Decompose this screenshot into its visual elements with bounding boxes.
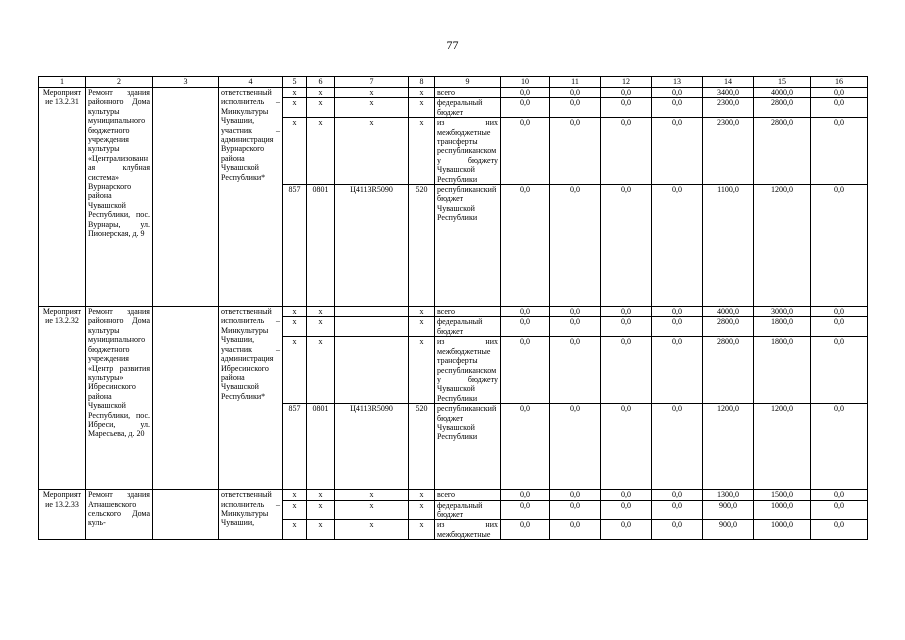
section-cell: x (307, 490, 335, 500)
header-cell: 11 (550, 77, 601, 88)
amount-cell: 0,0 (501, 404, 550, 490)
amount-cell: 0,0 (550, 500, 601, 520)
event-name-cell: Ремонт здания районного Дома культуры муниципального бюджетного учреждения «Центр развития культуры» Ибресинского района Чувашской Республики, пос. Ибреси, ул. Маресьева, д. 20 (86, 307, 153, 490)
header-cell: 3 (153, 77, 219, 88)
amount-cell: 0,0 (811, 500, 868, 520)
funding-source-cell: федеральный бюджет (435, 98, 501, 118)
section-cell: 0801 (307, 404, 335, 490)
header-cell: 6 (307, 77, 335, 88)
grbs-cell: x (283, 307, 307, 317)
amount-cell: 0,0 (501, 88, 550, 98)
expense-type-cell: x (409, 317, 435, 337)
amount-cell: 0,0 (501, 337, 550, 404)
expense-type-cell: x (409, 500, 435, 520)
table-header-row (39, 77, 868, 88)
amount-cell: 0,0 (652, 307, 703, 317)
grbs-cell: x (283, 500, 307, 520)
table-row (39, 490, 868, 500)
header-cell: 7 (335, 77, 409, 88)
grbs-cell: x (283, 337, 307, 404)
amount-cell: 0,0 (652, 118, 703, 185)
amount-cell: 0,0 (652, 490, 703, 500)
funding-source-cell: всего (435, 307, 501, 317)
amount-cell: 0,0 (601, 337, 652, 404)
amount-cell: 1500,0 (754, 490, 811, 500)
section-cell: x (307, 307, 335, 317)
target-article-cell: x (335, 88, 409, 98)
event-name-cell: Ремонт здания районного Дома культуры муниципального бюджетного учреждения культуры «Централизованная клубная система» Вурнарского района Чувашской Республики, пос. Вурнары, ул. Пионерская, д. 9 (86, 88, 153, 307)
amount-cell: 0,0 (601, 185, 652, 307)
amount-cell: 2300,0 (703, 118, 754, 185)
amount-cell: 1300,0 (703, 490, 754, 500)
amount-cell: 2800,0 (754, 98, 811, 118)
target-article-cell: x (335, 118, 409, 185)
expense-type-cell: x (409, 98, 435, 118)
event-number-cell: Мероприятие 13.2.32 (39, 307, 86, 490)
amount-cell: 0,0 (550, 520, 601, 540)
page-number: 77 (446, 38, 459, 52)
amount-cell: 0,0 (811, 520, 868, 540)
amount-cell: 2800,0 (703, 337, 754, 404)
amount-cell: 0,0 (501, 520, 550, 540)
funding-source-cell: из них межбюджетные трансферты республиканскому бюджету Чувашской Республики (435, 337, 501, 404)
section-cell: x (307, 118, 335, 185)
header-cell: 12 (601, 77, 652, 88)
grbs-cell: x (283, 520, 307, 540)
executor-cell: ответственный исполнитель – Минкультуры Чувашии, участник – администрация Вурнарского района Чувашской Республики* (219, 88, 283, 307)
amount-cell: 0,0 (652, 520, 703, 540)
grbs-cell: x (283, 98, 307, 118)
amount-cell: 0,0 (652, 337, 703, 404)
header-cell: 15 (754, 77, 811, 88)
event-number-cell: Мероприятие 13.2.33 (39, 490, 86, 540)
target-article-cell: x (335, 98, 409, 118)
header-cell: 10 (501, 77, 550, 88)
amount-cell: 0,0 (601, 307, 652, 317)
amount-cell: 3000,0 (754, 307, 811, 317)
amount-cell: 1100,0 (703, 185, 754, 307)
amount-cell: 2800,0 (754, 118, 811, 185)
expense-type-cell: x (409, 118, 435, 185)
expense-type-cell: x (409, 337, 435, 404)
event-name-cell: Ремонт здания Атнашевского сельского Дома куль- (86, 490, 153, 540)
amount-cell: 0,0 (550, 118, 601, 185)
amount-cell: 0,0 (550, 337, 601, 404)
amount-cell: 0,0 (550, 98, 601, 118)
amount-cell: 0,0 (550, 185, 601, 307)
amount-cell: 0,0 (550, 317, 601, 337)
expense-type-cell: 520 (409, 404, 435, 490)
grbs-cell: 857 (283, 404, 307, 490)
funding-source-cell: республиканский бюджет Чувашской Республики (435, 404, 501, 490)
header-cell: 1 (39, 77, 86, 88)
section-cell: x (307, 98, 335, 118)
header-cell: 5 (283, 77, 307, 88)
amount-cell: 0,0 (652, 317, 703, 337)
amount-cell: 3400,0 (703, 88, 754, 98)
section-cell: x (307, 500, 335, 520)
amount-cell: 0,0 (501, 490, 550, 500)
amount-cell: 0,0 (501, 307, 550, 317)
executor-cell: ответственный исполнитель – Минкультуры Чувашии, участник – администрация Ибресинского района Чувашской Республики* (219, 307, 283, 490)
amount-cell: 0,0 (601, 88, 652, 98)
target-article-cell: x (335, 500, 409, 520)
section-cell: x (307, 88, 335, 98)
header-cell: 2 (86, 77, 153, 88)
funding-source-cell: из них межбюджетные (435, 520, 501, 540)
grbs-cell: x (283, 88, 307, 98)
amount-cell: 0,0 (601, 118, 652, 185)
amount-cell: 0,0 (811, 307, 868, 317)
amount-cell: 0,0 (601, 490, 652, 500)
header-cell: 14 (703, 77, 754, 88)
funding-source-cell: федеральный бюджет (435, 317, 501, 337)
amount-cell: 4000,0 (754, 88, 811, 98)
header-cell: 9 (435, 77, 501, 88)
amount-cell: 0,0 (601, 500, 652, 520)
amount-cell: 1200,0 (754, 185, 811, 307)
amount-cell: 0,0 (811, 404, 868, 490)
amount-cell: 0,0 (550, 490, 601, 500)
amount-cell: 0,0 (652, 98, 703, 118)
amount-cell: 0,0 (652, 185, 703, 307)
expense-type-cell: x (409, 520, 435, 540)
amount-cell: 0,0 (550, 88, 601, 98)
table-row (39, 88, 868, 98)
amount-cell: 0,0 (811, 98, 868, 118)
header-cell: 13 (652, 77, 703, 88)
section-cell: 0801 (307, 185, 335, 307)
section-cell: x (307, 337, 335, 404)
header-cell: 4 (219, 77, 283, 88)
amount-cell: 0,0 (811, 490, 868, 500)
amount-cell: 0,0 (811, 185, 868, 307)
executor-cell: ответственный исполнитель – Минкультуры Чувашии, (219, 490, 283, 540)
target-article-cell (335, 337, 409, 404)
grbs-cell: x (283, 118, 307, 185)
empty-cell (153, 490, 219, 540)
section-cell: x (307, 317, 335, 337)
amount-cell: 0,0 (652, 404, 703, 490)
header-cell: 8 (409, 77, 435, 88)
section-cell: x (307, 520, 335, 540)
amount-cell: 0,0 (501, 98, 550, 118)
funding-source-cell: республиканский бюджет Чувашской Республики (435, 185, 501, 307)
funding-source-cell: всего (435, 490, 501, 500)
empty-cell (153, 88, 219, 307)
table-row (39, 307, 868, 317)
amount-cell: 0,0 (501, 500, 550, 520)
amount-cell: 2800,0 (703, 317, 754, 337)
amount-cell: 0,0 (652, 500, 703, 520)
amount-cell: 0,0 (601, 98, 652, 118)
empty-cell (153, 307, 219, 490)
amount-cell: 0,0 (601, 317, 652, 337)
amount-cell: 0,0 (811, 337, 868, 404)
grbs-cell: x (283, 317, 307, 337)
amount-cell: 1800,0 (754, 337, 811, 404)
funding-source-cell: всего (435, 88, 501, 98)
amount-cell: 0,0 (601, 404, 652, 490)
amount-cell: 1200,0 (754, 404, 811, 490)
amount-cell: 1200,0 (703, 404, 754, 490)
amount-cell: 2300,0 (703, 98, 754, 118)
amount-cell: 0,0 (811, 118, 868, 185)
target-article-cell (335, 317, 409, 337)
amount-cell: 900,0 (703, 500, 754, 520)
amount-cell: 1000,0 (754, 520, 811, 540)
amount-cell: 1800,0 (754, 317, 811, 337)
target-article-cell: x (335, 490, 409, 500)
target-article-cell: Ц4113R5090 (335, 185, 409, 307)
amount-cell: 0,0 (811, 88, 868, 98)
budget-table (38, 76, 868, 540)
amount-cell: 0,0 (550, 404, 601, 490)
funding-source-cell: федеральный бюджет (435, 500, 501, 520)
expense-type-cell: x (409, 88, 435, 98)
amount-cell: 0,0 (501, 185, 550, 307)
header-cell: 16 (811, 77, 868, 88)
target-article-cell: x (335, 520, 409, 540)
amount-cell: 0,0 (501, 118, 550, 185)
amount-cell: 0,0 (550, 307, 601, 317)
amount-cell: 4000,0 (703, 307, 754, 317)
funding-source-cell: из них межбюджетные трансферты республиканскому бюджету Чувашской Республики (435, 118, 501, 185)
expense-type-cell: x (409, 490, 435, 500)
target-article-cell: Ц4113R5090 (335, 404, 409, 490)
expense-type-cell: x (409, 307, 435, 317)
grbs-cell: 857 (283, 185, 307, 307)
amount-cell: 0,0 (811, 317, 868, 337)
event-number-cell: Мероприятие 13.2.31 (39, 88, 86, 307)
grbs-cell: x (283, 490, 307, 500)
amount-cell: 1000,0 (754, 500, 811, 520)
target-article-cell (335, 307, 409, 317)
amount-cell: 0,0 (501, 317, 550, 337)
amount-cell: 900,0 (703, 520, 754, 540)
amount-cell: 0,0 (652, 88, 703, 98)
expense-type-cell: 520 (409, 185, 435, 307)
amount-cell: 0,0 (601, 520, 652, 540)
